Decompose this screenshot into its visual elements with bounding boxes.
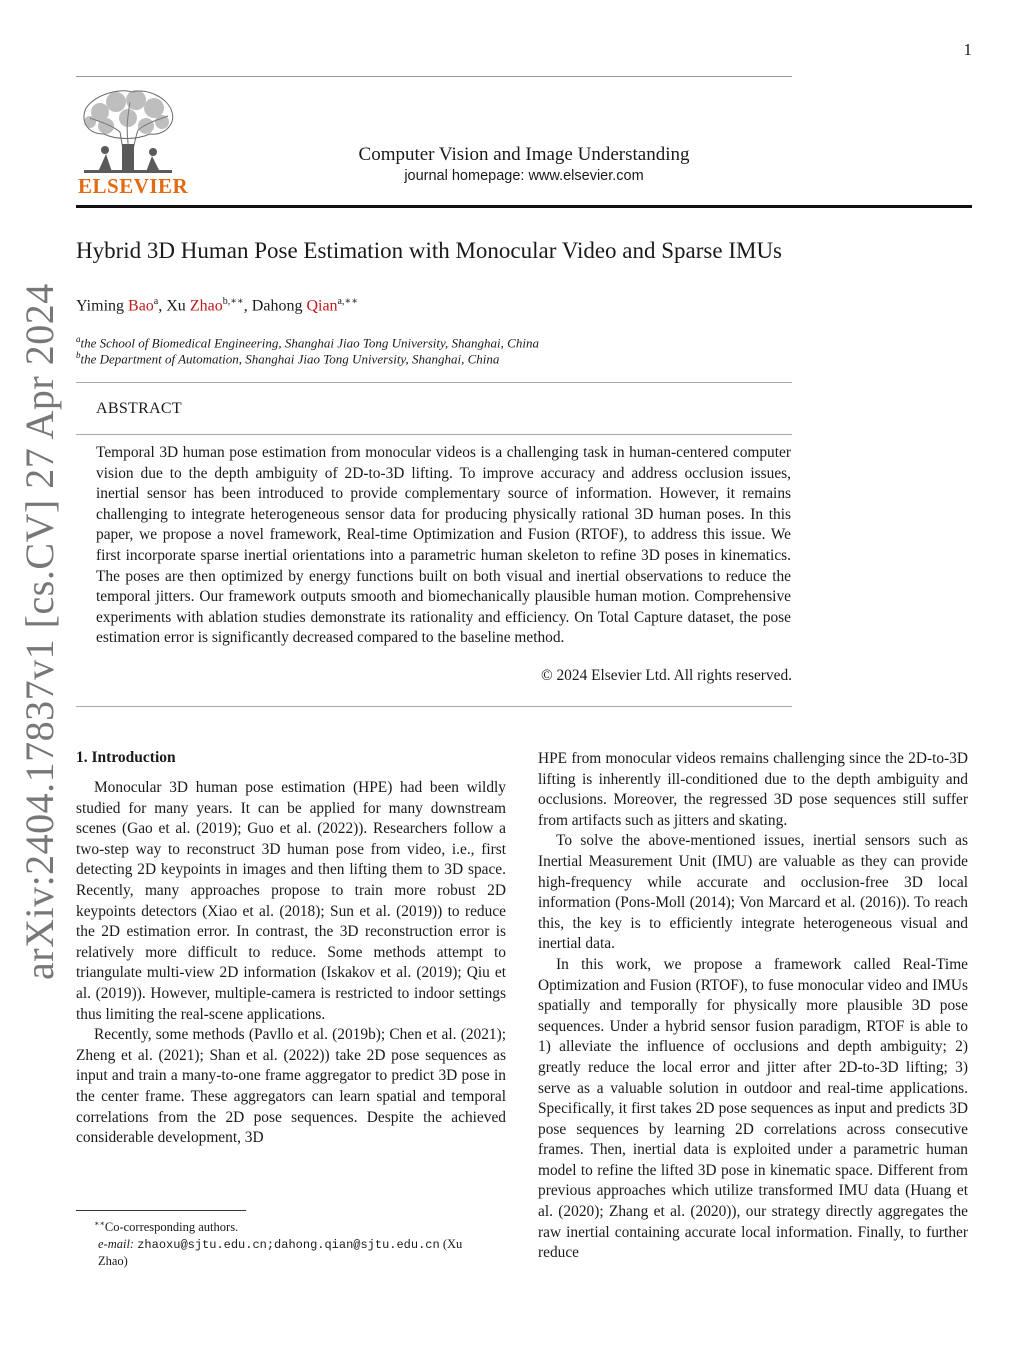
affiliation-a xyxy=(76,334,539,351)
body-paragraph: HPE from monocular videos remains challenging since the 2D-to-3D lifting is inherently ill-conditioned due to the depth ambiguity and occlusions. Moreover, the regressed 3D pose sequences still suffer from artifacts such as jitters and skating. xyxy=(538,750,968,829)
footnote-suffix: (Xu Zhao) xyxy=(98,1236,463,1269)
author-affiliation-mark: b,∗∗ xyxy=(222,296,244,307)
affiliation-mark: b xyxy=(76,350,81,360)
journal-name: Computer Vision and Image Understanding xyxy=(358,144,690,165)
author-link[interactable]: Bao xyxy=(128,297,154,315)
affiliation-text: the School of Biomedical Engineering, Shanghai Jiao Tong University, Shanghai, China xyxy=(80,335,539,351)
author-link[interactable]: Zhao xyxy=(189,297,223,315)
footnote-rule xyxy=(76,1210,246,1211)
header-top-rule xyxy=(76,76,792,77)
author-separator: , xyxy=(243,297,252,315)
email-addresses[interactable]: zhaoxu@sjtu.edu.cn;dahong.qian@sjtu.edu.cn xyxy=(137,1237,440,1252)
abstract-top-rule xyxy=(76,382,792,383)
page-number: 1 xyxy=(963,40,972,59)
abstract-heading-rule xyxy=(76,434,792,435)
paper-title: Hybrid 3D Human Pose Estimation with Monocular Video and Sparse IMUs xyxy=(76,238,783,263)
body-paragraph: Recently, some methods (Pavllo et al. (2019b); Chen et al. (2021); Zheng et al. (2021); Shan et al. (2022)) take 2D pose sequences as input and train a many-to-one frame aggregator to predict 3D pose in the center frame. These aggregators can learn spatial and temporal correlations from the 2D pose sequences. Despite the achieved considerable development, 3D xyxy=(76,1026,506,1147)
author-list xyxy=(76,296,358,315)
arxiv-stamp: arXiv:2404.17837v1 [cs.CV] 27 Apr 2024 xyxy=(17,283,62,980)
affiliation-text: the Department of Automation, Shanghai Jiao Tong University, Shanghai, China xyxy=(80,351,500,367)
author-separator: , xyxy=(158,297,167,315)
affiliation-b xyxy=(76,350,499,367)
copyright-notice: © 2024 Elsevier Ltd. All rights reserved. xyxy=(540,667,792,684)
author-first-name: Dahong xyxy=(251,297,307,315)
author-link[interactable]: Qian xyxy=(306,297,338,315)
body-paragraph: In this work, we propose a framework called Real-Time Optimization and Fusion (RTOF), to fuse monocular video and IMUs spatially and temporally for physically more plausible 3D pose sequences. Under a hybrid sensor fusion paradigm, RTOF is able to 1) alleviate the influence of occlusions and depth ambiguity; 2) greatly reduce the local error and jitter after 2D-to-3D lifting; 3) serve as a valuable solution in outdoor and real-time applications. Specifically, it first takes 2D pose sequences as input and predicts 3D pose sequences by learning 2D correlations across consecutive frames. Then, inertial data is exploited under a parametric human model to refine the lifted 3D pose in kinematic space. Different from previous approaches which utilize transformed IMU data (Huang et al. (2020); Zhang et al. (2020)), our strategy directly aggregates the raw inertial containing accurate local information. Finally, to further reduce xyxy=(538,955,968,1262)
footnote xyxy=(76,1216,486,1270)
abstract-text: Temporal 3D human pose estimation from monocular videos is a challenging task in human-centered computer vision due to the depth ambiguity of 2D-to-3D lifting. To improve accuracy and address occlusion issues, inertial sensor has been introduced to provide complementary source of information. However, it remains challenging to integrate heterogeneous sensor data for producing physically rational 3D human poses. In this paper, we propose a novel framework, Real-time Optimization and Fusion (RTOF), to address this issue. We first incorporate sparse inertial orientations into a parametric human skeleton to refine 3D poses in kinematics. The poses are then optimized by energy functions built on both visual and inertial observations to reduce the temporal jitters. Our framework outputs smooth and biomechanically plausible human motion. Comprehensive experiments with ablation studies demonstrate its rationality and efficiency. On Total Capture dataset, the pose estimation error is significantly decreased compared to the baseline method. xyxy=(96,444,791,647)
body-paragraph: Monocular 3D human pose estimation (HPE) had been wildly studied for many years. It can be applied for many downstream scenes (Gao et al. (2019); Guo et al. (2022)). Researchers follow a two-step way to reconstruct 3D human pose from video, i.e., first detecting 2D keypoints in images and then lifting them to 3D space. Recently, many approaches propose to train more robust 2D keypoints detectors (Xiao et al. (2018); Sun et al. (2019)) to reduce the 2D estimation error. In contrast, the 3D reconstruction error is relatively more difficult to reduce. Some methods attempt to triangulate multi-view 2D information (Iskakov et al. (2019); Qiu et al. (2019)). However, multiple-camera is restricted to indoor settings thus limiting the real-scene applications. xyxy=(76,779,506,1023)
right-column xyxy=(538,749,968,1264)
affiliation-mark: a xyxy=(76,334,81,344)
footnote-mark: ∗∗ xyxy=(94,1219,105,1228)
footnote-email-line xyxy=(76,1236,486,1270)
abstract-bottom-rule xyxy=(76,706,792,707)
journal-homepage: journal homepage: www.elsevier.com xyxy=(404,168,644,184)
email-label: e-mail: xyxy=(98,1236,135,1251)
author-first-name: Yiming xyxy=(76,297,129,315)
header-thick-rule xyxy=(76,205,972,208)
body-paragraph: To solve the above-mentioned issues, inertial sensors such as Inertial Measurement Unit (IMU) are valuable as they can provide high-frequency while accurate and occlusion-free 3D local information (Pons-Moll (2014); Von Marcard et al. (2016)). To reach this, the key is to efficiently integrate heterogeneous visual and inertial data. xyxy=(538,832,968,953)
author-first-name: Xu xyxy=(166,297,190,315)
author-affiliation-mark: a xyxy=(153,296,159,307)
footnote-line xyxy=(76,1216,486,1236)
elsevier-wordmark: ELSEVIER xyxy=(78,174,189,198)
footnote-note: Co-corresponding authors. xyxy=(104,1220,239,1235)
section-heading: 1. Introduction xyxy=(76,749,176,766)
abstract-heading: ABSTRACT xyxy=(96,400,182,417)
author-affiliation-mark: a,∗∗ xyxy=(337,296,359,307)
left-column xyxy=(76,778,506,1149)
